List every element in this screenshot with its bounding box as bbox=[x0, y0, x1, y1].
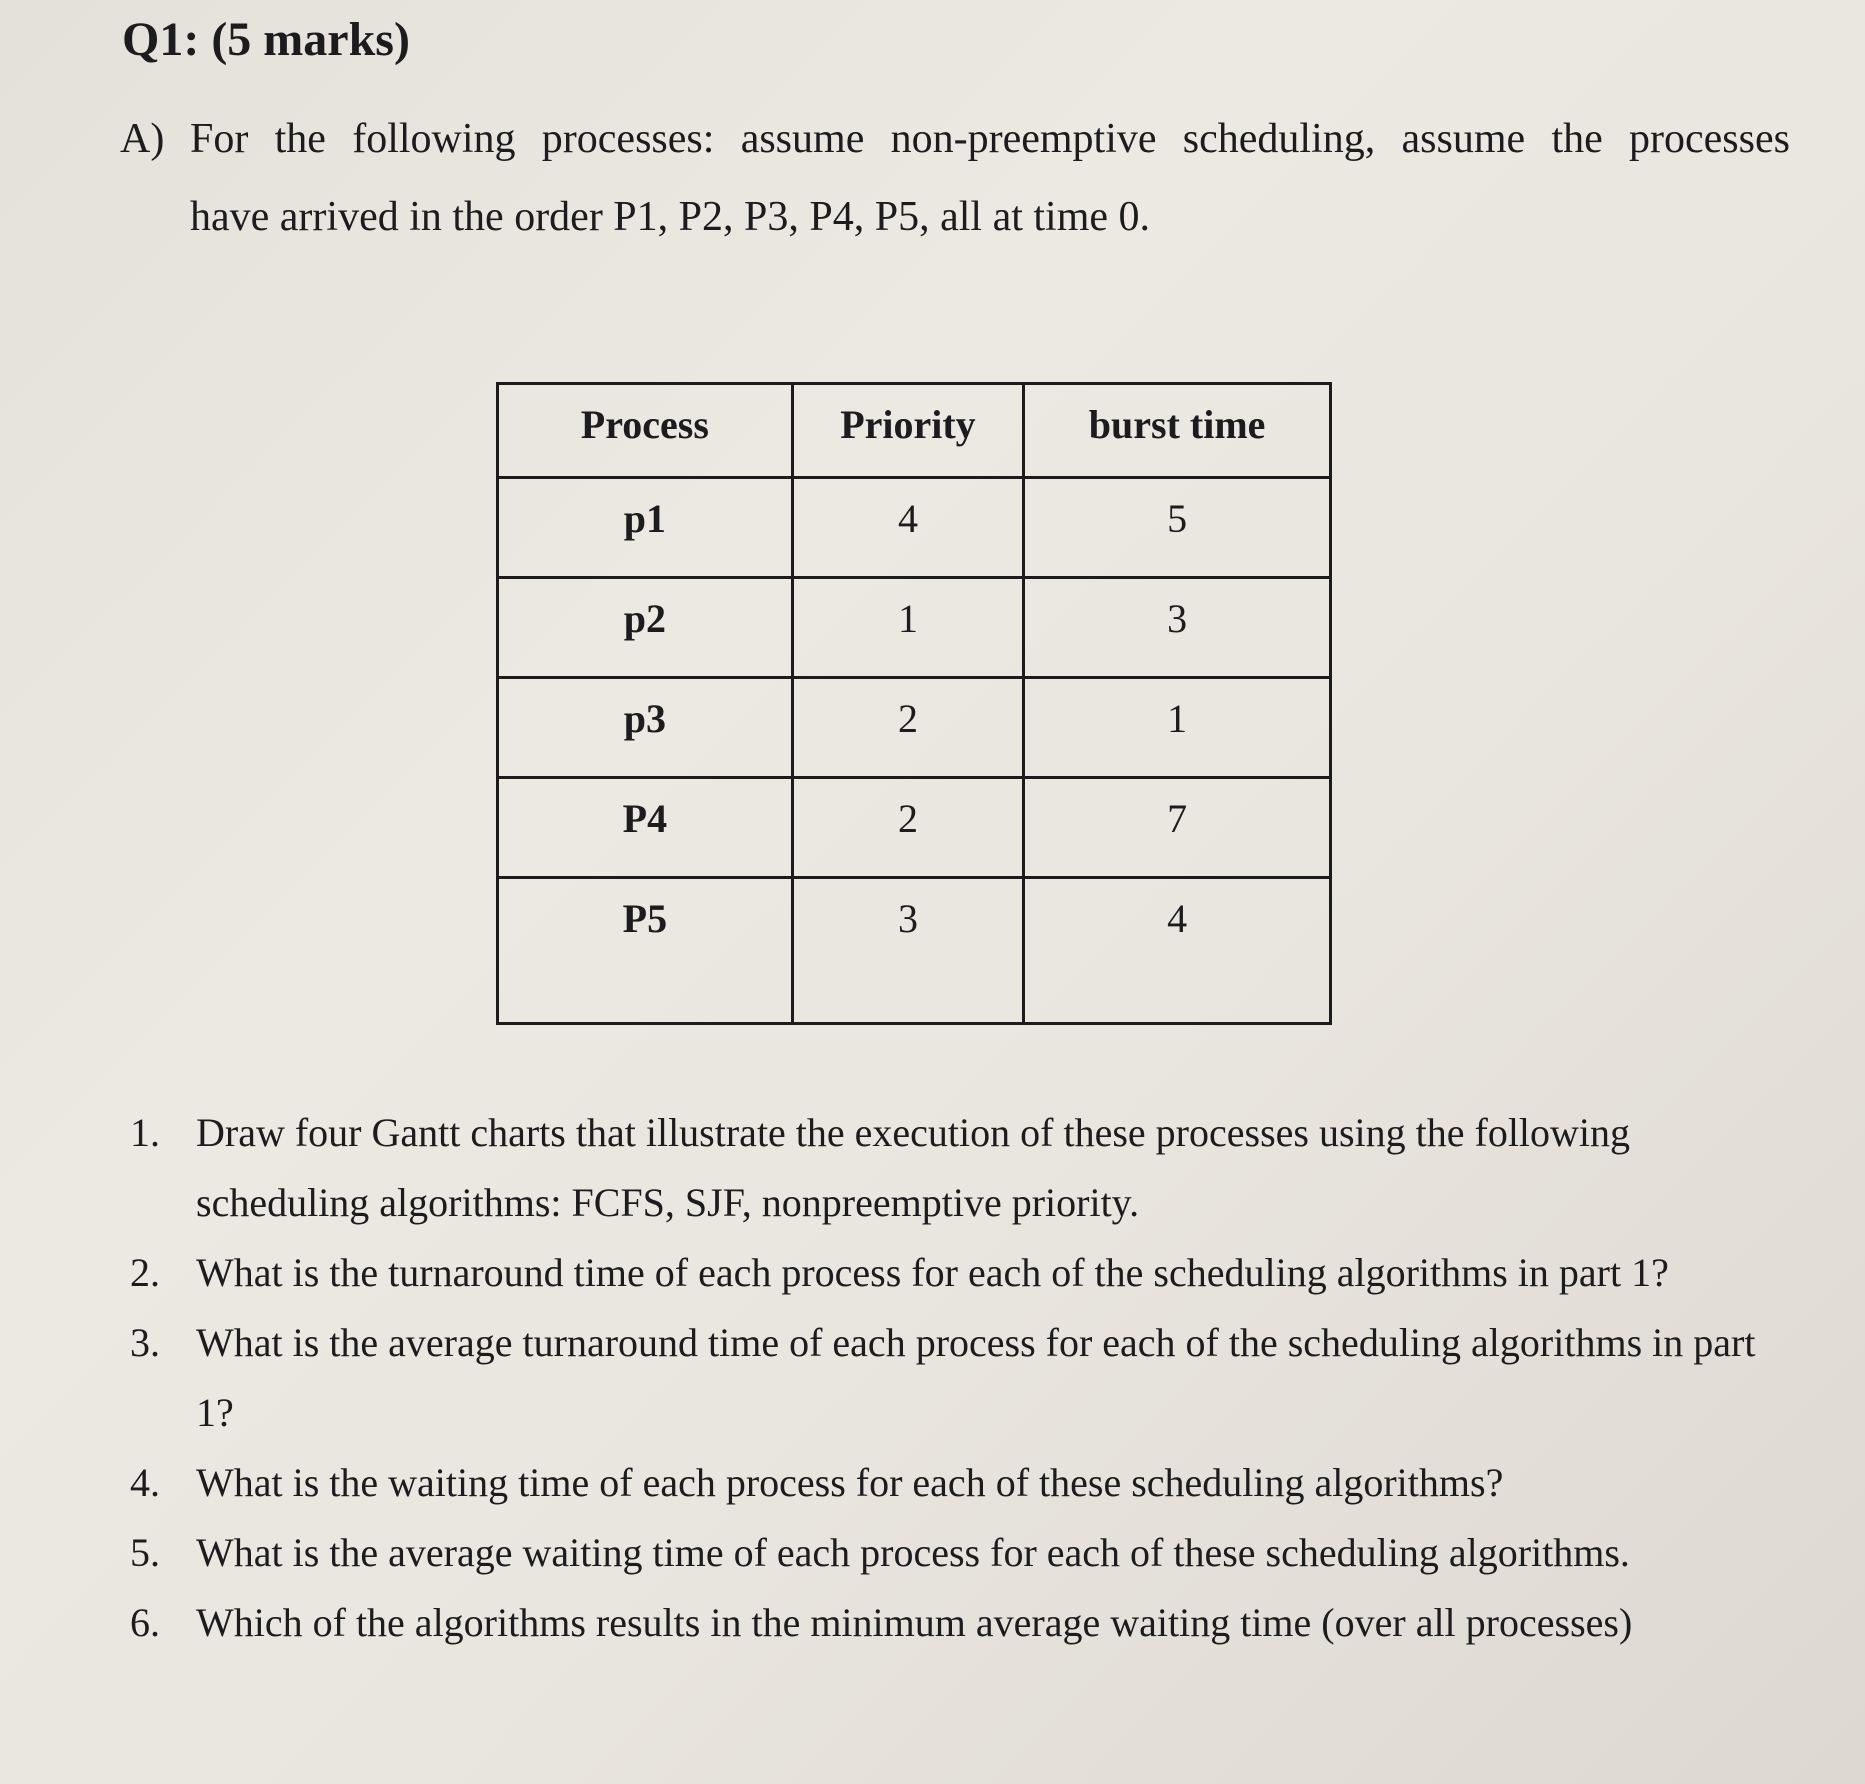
question-item bbox=[130, 1518, 1795, 1588]
cell-priority: 1 bbox=[792, 578, 1023, 678]
question-text: Which of the algorithms results in the minimum average waiting time (over all processes) bbox=[196, 1600, 1633, 1645]
cell-priority: 3 bbox=[792, 878, 1023, 1024]
table-header-row bbox=[498, 384, 1331, 478]
question-item bbox=[130, 1588, 1795, 1658]
intro-line-1 bbox=[120, 100, 1790, 178]
question-number: 5. bbox=[130, 1530, 160, 1575]
cell-burst: 4 bbox=[1024, 878, 1331, 1024]
question-text: What is the average waiting time of each process for each of these scheduling algorithms. bbox=[196, 1530, 1630, 1575]
header-burst-time: burst time bbox=[1024, 384, 1331, 478]
question-item bbox=[130, 1098, 1795, 1238]
table-row bbox=[498, 478, 1331, 578]
question-item bbox=[130, 1238, 1795, 1308]
process-table bbox=[496, 382, 1332, 1025]
question-number: 2. bbox=[130, 1250, 160, 1295]
cell-priority: 4 bbox=[792, 478, 1023, 578]
question-text: Draw four Gantt charts that illustrate the execution of these processes using the following scheduling algorithms: FCFS, SJF, nonpreemptive priority. bbox=[196, 1110, 1631, 1225]
header-priority: Priority bbox=[792, 384, 1023, 478]
cell-process: p3 bbox=[498, 678, 793, 778]
question-text: What is the waiting time of each process for each of these scheduling algorithms? bbox=[196, 1460, 1504, 1505]
question-number: 1. bbox=[130, 1110, 160, 1155]
question-item bbox=[130, 1448, 1795, 1518]
question-item bbox=[130, 1308, 1795, 1448]
cell-burst: 1 bbox=[1024, 678, 1331, 778]
question-number: 4. bbox=[130, 1460, 160, 1505]
cell-burst: 5 bbox=[1024, 478, 1331, 578]
cell-process: P4 bbox=[498, 778, 793, 878]
question-number: 6. bbox=[130, 1600, 160, 1645]
intro-text-1: For the following processes: assume non-preemptive scheduling, assume the processes bbox=[190, 116, 1790, 162]
question-title: Q1: (5 marks) bbox=[122, 13, 410, 66]
table-row bbox=[498, 678, 1331, 778]
header-process: Process bbox=[498, 384, 793, 478]
cell-burst: 3 bbox=[1024, 578, 1331, 678]
cell-process: p2 bbox=[498, 578, 793, 678]
cell-process: P5 bbox=[498, 878, 793, 1024]
intro-paragraph bbox=[120, 100, 1790, 256]
question-list bbox=[130, 1098, 1795, 1658]
question-number: 3. bbox=[130, 1320, 160, 1365]
part-label: A) bbox=[120, 116, 165, 162]
cell-burst: 7 bbox=[1024, 778, 1331, 878]
table-row bbox=[498, 578, 1331, 678]
table-row bbox=[498, 778, 1331, 878]
intro-line-2: have arrived in the order P1, P2, P3, P4, P5, all at time 0. bbox=[190, 194, 1151, 240]
cell-priority: 2 bbox=[792, 778, 1023, 878]
table-row bbox=[498, 878, 1331, 1024]
cell-process: p1 bbox=[498, 478, 793, 578]
cell-priority: 2 bbox=[792, 678, 1023, 778]
question-text: What is the average turnaround time of each process for each of the scheduling algorithms in part 1? bbox=[196, 1320, 1756, 1435]
question-text: What is the turnaround time of each process for each of the scheduling algorithms in part 1? bbox=[196, 1250, 1669, 1295]
